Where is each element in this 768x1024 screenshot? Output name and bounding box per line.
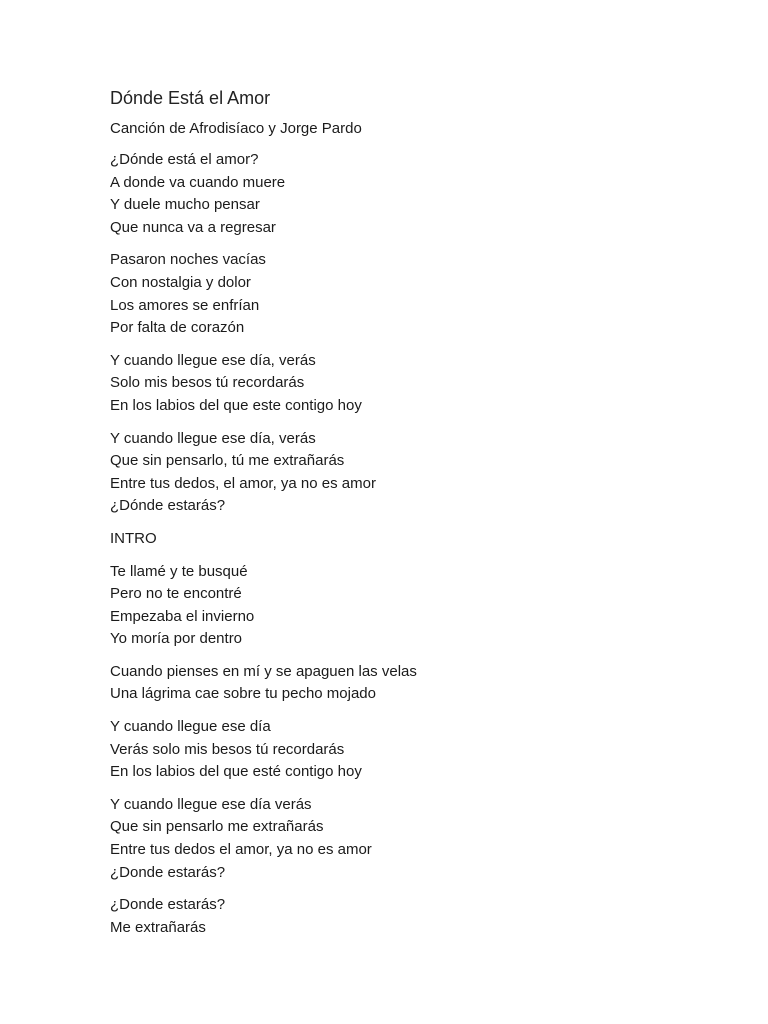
lyrics-line: Los amores se enfrían xyxy=(110,296,260,314)
lyrics-stanza xyxy=(110,149,730,239)
lyrics-line: Por falta de corazón xyxy=(110,319,245,337)
lyrics-line: Y cuando llegue ese día, verás xyxy=(110,429,316,447)
lyrics-line: En los labios del que esté contigo hoy xyxy=(110,763,362,781)
document-title: Dónde Está el Amor xyxy=(110,88,271,108)
lyrics-line: Me extrañarás xyxy=(110,918,206,936)
lyrics-body xyxy=(110,149,730,939)
lyrics-line: Y cuando llegue ese día verás xyxy=(110,795,312,813)
lyrics-line: ¿Dónde estarás? xyxy=(110,497,226,515)
lyrics-line: Verás solo mis besos tú recordarás xyxy=(110,740,345,758)
lyrics-line: ¿Dónde está el amor? xyxy=(110,151,259,168)
lyrics-stanza xyxy=(110,350,730,418)
lyrics-stanza xyxy=(110,794,730,884)
lyrics-line: Empezaba el invierno xyxy=(110,607,255,625)
lyrics-line: Entre tus dedos, el amor, ya no es amor xyxy=(110,474,376,492)
lyrics-stanza xyxy=(110,661,730,706)
lyrics-line: Que sin pensarlo, tú me extrañarás xyxy=(110,452,345,470)
lyrics-line: Pasaron noches vacías xyxy=(110,251,266,269)
lyrics-line: Entre tus dedos el amor, ya no es amor xyxy=(110,841,372,859)
lyrics-line: INTRO xyxy=(110,529,157,547)
lyrics-stanza xyxy=(110,428,730,518)
lyrics-line: A donde va cuando muere xyxy=(110,173,286,191)
lyrics-line: Una lágrima cae sobre tu pecho mojado xyxy=(110,685,376,703)
lyrics-line: En los labios del que este contigo hoy xyxy=(110,396,362,414)
lyrics-stanza xyxy=(110,249,730,339)
lyrics-line: Y cuando llegue ese día xyxy=(110,718,271,736)
lyrics-stanza xyxy=(110,528,730,551)
lyrics-line: Que nunca va a regresar xyxy=(110,218,276,236)
document-subtitle: Canción de Afrodisíaco y Jorge Pardo xyxy=(110,120,362,137)
lyrics-line: ¿Donde estarás? xyxy=(110,896,226,914)
lyrics-line: Solo mis besos tú recordarás xyxy=(110,374,305,392)
lyrics-line: ¿Donde estarás? xyxy=(110,863,226,881)
lyrics-line: Y cuando llegue ese día, verás xyxy=(110,351,316,369)
lyrics-line: Que sin pensarlo me extrañarás xyxy=(110,818,324,836)
lyrics-stanza xyxy=(110,894,730,939)
document-page xyxy=(110,86,730,949)
lyrics-line: Te llamé y te busqué xyxy=(110,562,248,580)
lyrics-line: Yo moría por dentro xyxy=(110,630,243,648)
lyrics-line: Y duele mucho pensar xyxy=(110,196,260,214)
lyrics-line: Pero no te encontré xyxy=(110,585,242,603)
lyrics-line: Cuando pienses en mí y se apaguen las velas xyxy=(110,662,417,680)
lyrics-stanza xyxy=(110,716,730,784)
lyrics-stanza xyxy=(110,561,730,651)
lyrics-line: Con nostalgia y dolor xyxy=(110,273,251,291)
